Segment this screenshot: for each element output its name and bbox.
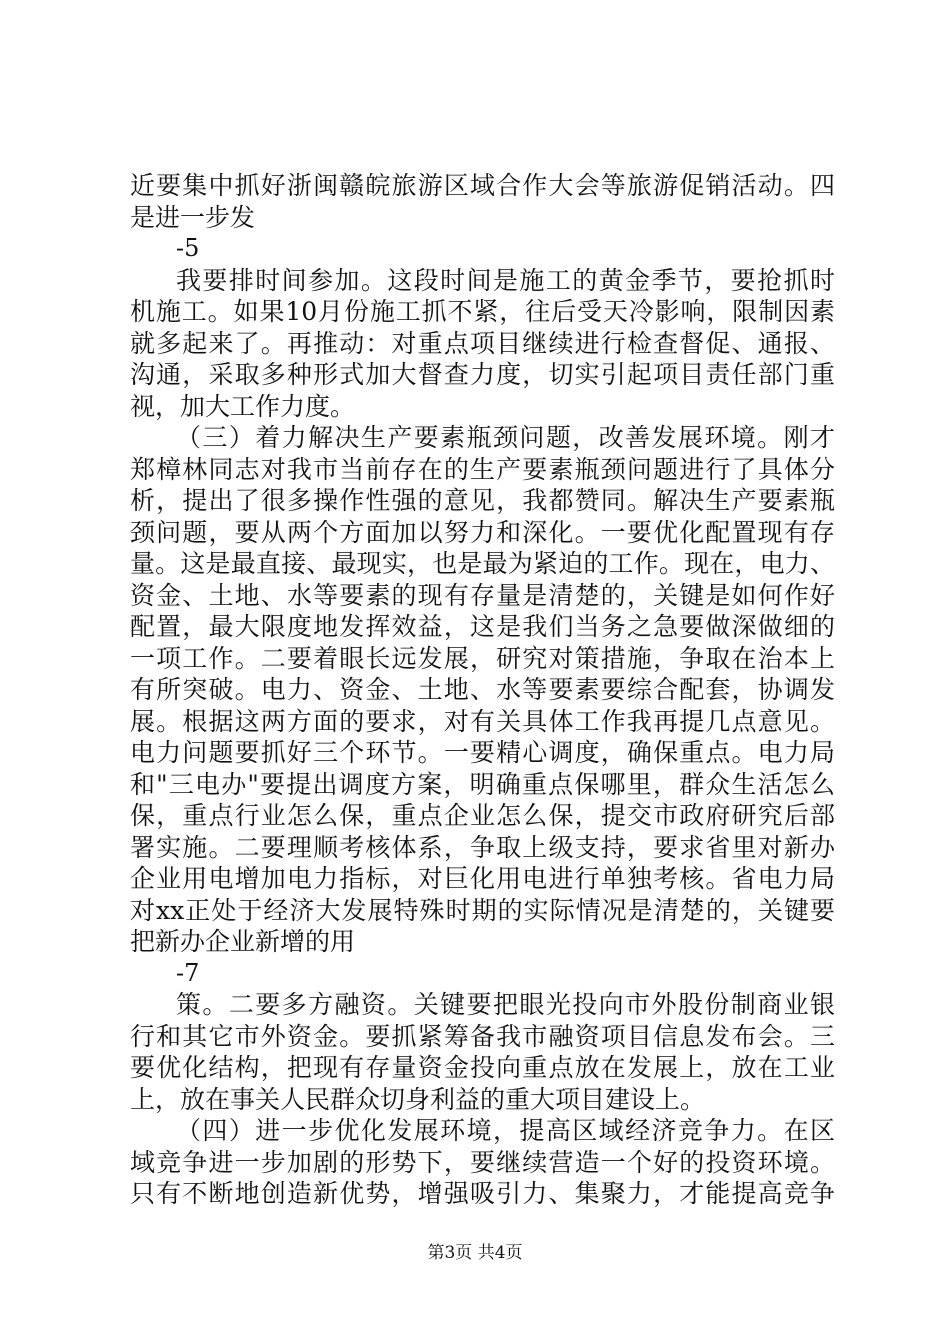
text-line: 析，提出了很多操作性强的意见，我都赞同。解决生产要素瓶 <box>130 486 835 515</box>
text-line: 颈问题，要从两个方面加以努力和深化。一要优化配置现有存 <box>130 517 835 547</box>
text-line: 署实施。二要理顺考核体系，争取上级支持，要求省里对新办 <box>130 832 835 862</box>
text-line: 和"三电办"要提出调度方案，明确重点保哪里，群众生活怎么 <box>130 769 835 799</box>
text-line: 配置，最大限度地发挥效益，这是我们当务之急要做深做细的 <box>130 612 835 641</box>
text-line: 有所突破。电力、资金、土地、水等要素要综合配套，协调发 <box>130 675 835 704</box>
text-line: 机施工。如果10月份施工抓不紧，往后受天冷影响，限制因素 <box>130 297 835 326</box>
text-line: 保，重点行业怎么保，重点企业怎么保，提交市政府研究后部 <box>130 801 835 830</box>
text-line: 近要集中抓好浙闽赣皖旅游区域合作大会等旅游促销活动。四 <box>130 171 835 200</box>
text-line: 郑樟林同志对我市当前存在的生产要素瓶颈问题进行了具体分 <box>130 454 835 484</box>
page-break-marker: -5 <box>176 234 200 262</box>
text-line: 就多起来了。再推动：对重点项目继续进行检查督促、通报、 <box>130 328 835 358</box>
text-line: 只有不断地创造新优势，增强吸引力、集聚力，才能提高竞争 <box>130 1179 835 1208</box>
text-line: 要优化结构，把现有存量资金投向重点放在发展上，放在工业 <box>130 1053 835 1082</box>
text-line: 视，加大工作力度。 <box>130 391 356 421</box>
text-line: 电力问题要抓好三个环节。一要精心调度，确保重点。电力局 <box>130 738 835 767</box>
text-line: （三）着力解决生产要素瓶颈问题，改善发展环境。刚才 <box>176 423 835 452</box>
text-line: 展。根据这两方面的要求，对有关具体工作我再提几点意见。 <box>130 706 835 736</box>
text-line: 企业用电增加电力指标，对巨化用电进行单独考核。省电力局 <box>130 864 835 893</box>
text-line: 量。这是最直接、最现实，也是最为紧迫的工作。现在，电力、 <box>130 549 835 578</box>
text-line: 我要排时间参加。这段时间是施工的黄金季节，要抢抓时 <box>176 265 835 295</box>
text-line: （四）进一步优化发展环境，提高区域经济竞争力。在区 <box>176 1116 835 1145</box>
text-line: 沟通，采取多种形式加大督查力度，切实引起项目责任部门重 <box>130 360 835 389</box>
text-line: 行和其它市外资金。要抓紧筹备我市融资项目信息发布会。三 <box>130 1021 835 1051</box>
text-line: 资金、土地、水等要素的现有存量是清楚的，关键是如何作好 <box>130 580 835 610</box>
text-line: 把新办企业新增的用 <box>130 927 356 956</box>
text-line: 是进一步发 <box>130 202 256 232</box>
text-line: 一项工作。二要着眼长远发展，研究对策措施，争取在治本上 <box>130 643 835 673</box>
text-line: 策。二要多方融资。关键要把眼光投向市外股份制商业银 <box>176 990 835 1019</box>
text-line: 对xx正处于经济大发展特殊时期的实际情况是清楚的，关键要 <box>130 895 835 925</box>
text-line: 上，放在事关人民群众切身利益的重大项目建设上。 <box>130 1084 706 1114</box>
body-text <box>130 170 835 1210</box>
text-line: 域竞争进一步加剧的形势下，要继续营造一个好的投资环境。 <box>130 1147 835 1177</box>
page-break-marker: -7 <box>176 958 200 987</box>
page-footer: 第3页 共4页 <box>427 1243 523 1263</box>
